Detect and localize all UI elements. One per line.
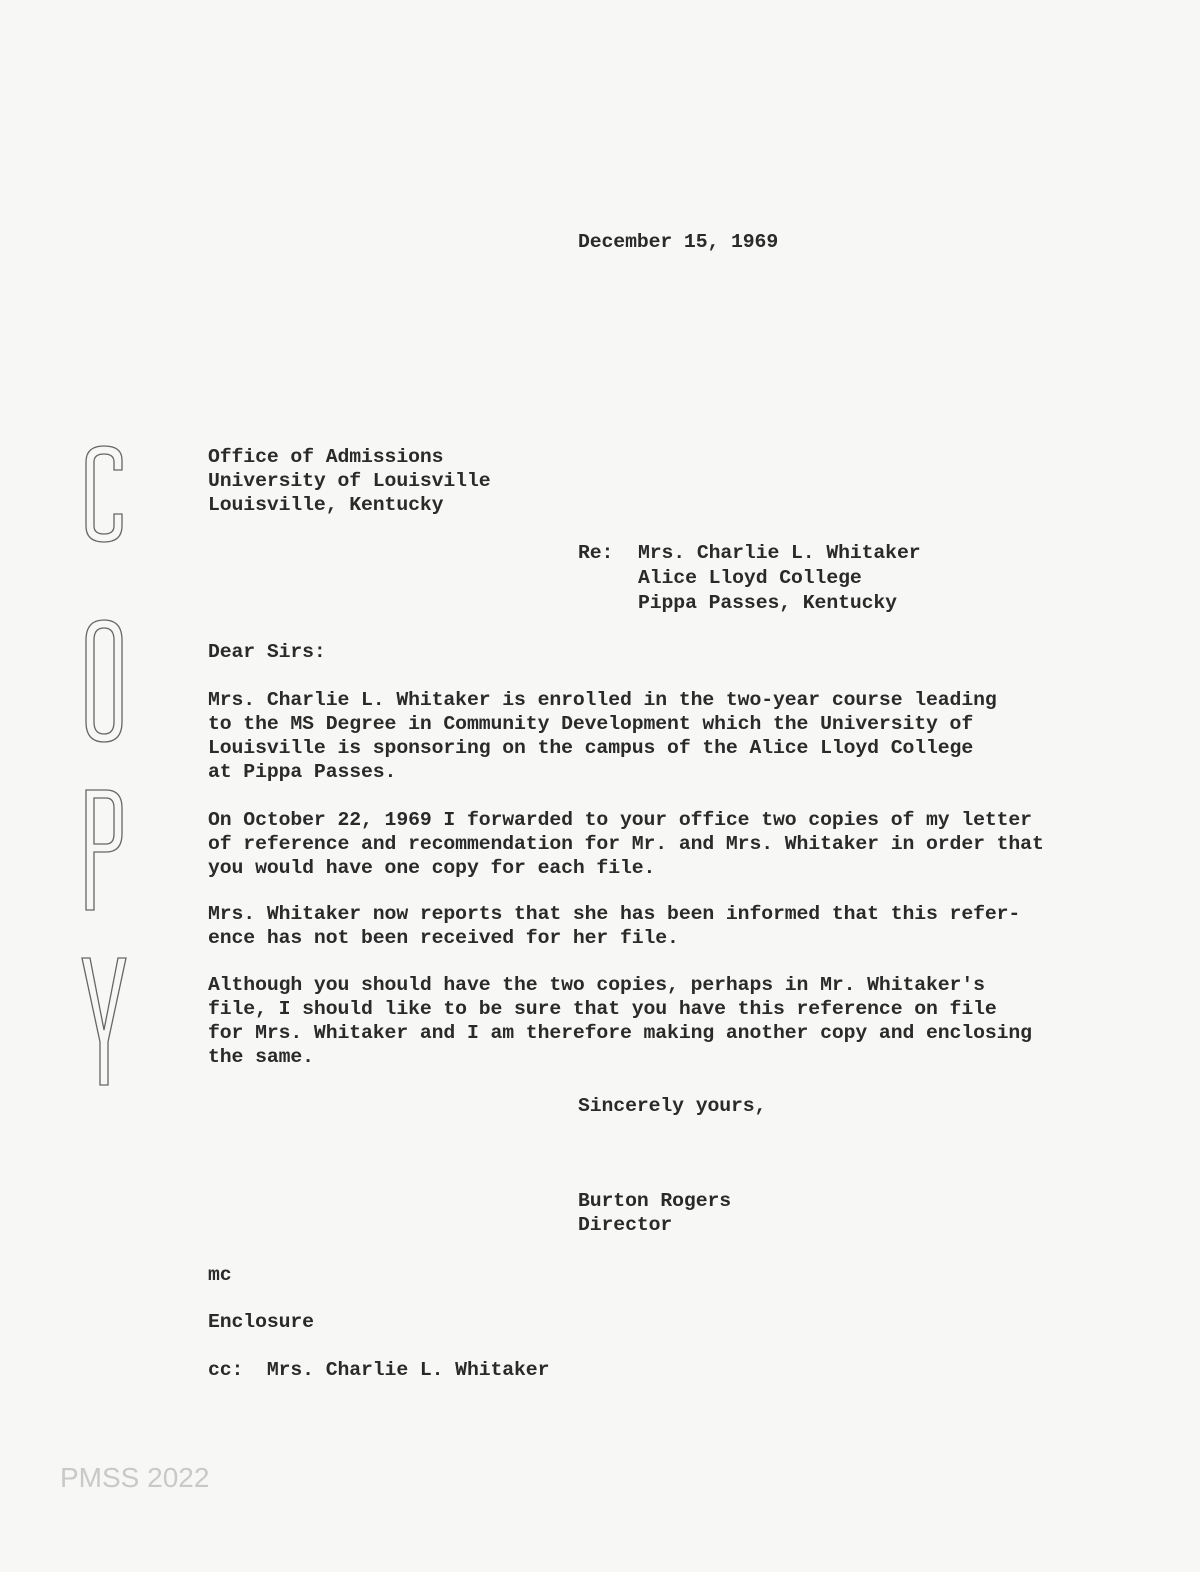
recipient-line: Office of Admissions bbox=[208, 446, 444, 468]
recipient-line: Louisville, Kentucky bbox=[208, 494, 444, 516]
re-label: Re: bbox=[578, 542, 614, 564]
signer-title: Director bbox=[578, 1214, 673, 1236]
recipient-address bbox=[208, 445, 491, 517]
body-line: to the MS Degree in Community Development which the University of bbox=[208, 713, 974, 735]
body-line: Although you should have the two copies, perhaps in Mr. Whitaker's bbox=[208, 974, 985, 996]
body-line: for Mrs. Whitaker and I am therefore making another copy and enclosing bbox=[208, 1022, 1032, 1044]
re-line: Mrs. Charlie L. Whitaker bbox=[638, 542, 921, 564]
typist-initials: mc bbox=[208, 1264, 232, 1286]
cc-line: cc: Mrs. Charlie L. Whitaker bbox=[208, 1359, 550, 1381]
paragraph-3 bbox=[208, 902, 1020, 950]
body-line: you would have one copy for each file. bbox=[208, 857, 656, 879]
body-line: file, I should like to be sure that you have this reference on file bbox=[208, 998, 997, 1020]
copy-stamp bbox=[78, 440, 138, 1100]
body-line: the same. bbox=[208, 1046, 314, 1068]
body-line: ence has not been received for her file. bbox=[208, 927, 679, 949]
body-line: at Pippa Passes. bbox=[208, 761, 397, 783]
salutation: Dear Sirs: bbox=[208, 641, 326, 663]
signer-name: Burton Rogers bbox=[578, 1190, 732, 1212]
body-line: Mrs. Whitaker now reports that she has been informed that this refer- bbox=[208, 903, 1021, 925]
letter-date: December 15, 1969 bbox=[578, 231, 779, 253]
paragraph-1 bbox=[208, 688, 997, 784]
signature-block bbox=[578, 1189, 731, 1237]
body-line: Mrs. Charlie L. Whitaker is enrolled in the two-year course leading bbox=[208, 689, 997, 711]
re-line: Pippa Passes, Kentucky bbox=[638, 592, 897, 614]
body-line: On October 22, 1969 I forwarded to your office two copies of my letter bbox=[208, 809, 1032, 831]
paragraph-2 bbox=[208, 808, 1044, 880]
copy-letter-p bbox=[86, 790, 122, 910]
paragraph-4 bbox=[208, 973, 1032, 1069]
watermark: PMSS 2022 bbox=[60, 1462, 210, 1493]
copy-letter-o bbox=[86, 620, 122, 742]
recipient-line: University of Louisville bbox=[208, 470, 491, 492]
re-subject bbox=[638, 541, 921, 615]
body-line: of reference and recommendation for Mr. and Mrs. Whitaker in order that bbox=[208, 833, 1044, 855]
copy-letter-y bbox=[82, 958, 126, 1085]
re-line: Alice Lloyd College bbox=[638, 567, 862, 589]
closing: Sincerely yours, bbox=[578, 1095, 767, 1117]
enclosure-note: Enclosure bbox=[208, 1311, 314, 1333]
copy-letter-c bbox=[86, 446, 122, 542]
body-line: Louisville is sponsoring on the campus of the Alice Lloyd College bbox=[208, 737, 974, 759]
